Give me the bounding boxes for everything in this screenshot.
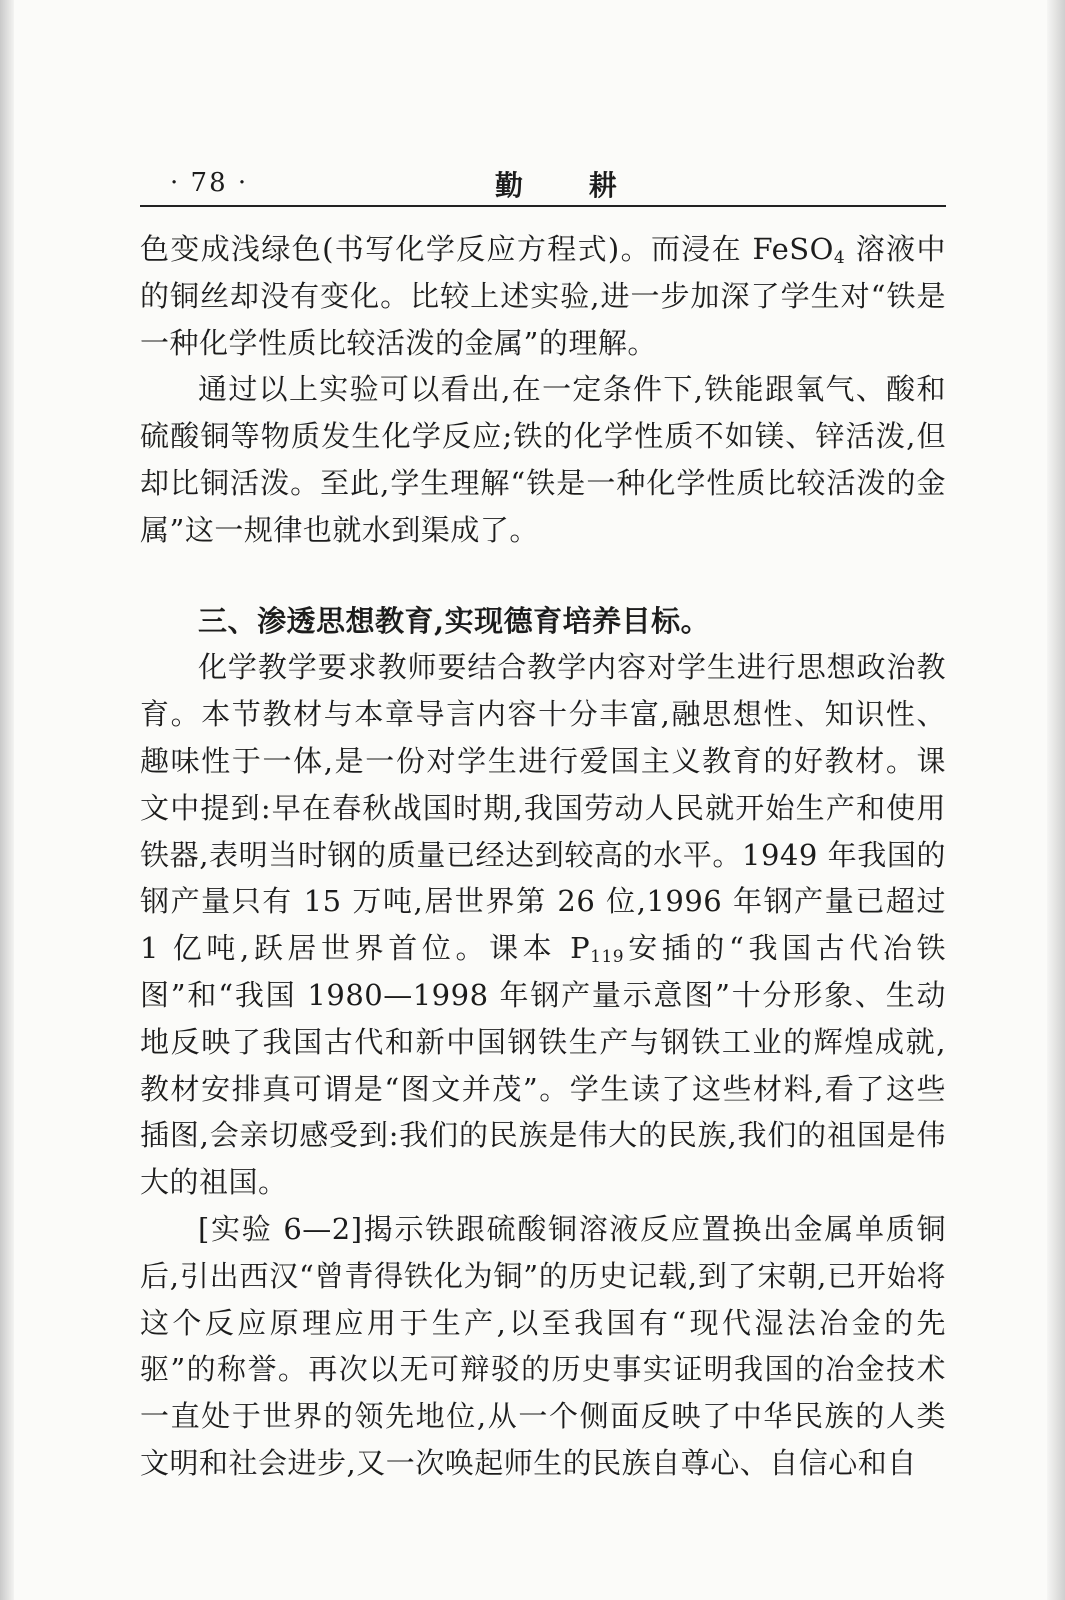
paragraph-4: [实验 6—2]揭示铁跟硫酸铜溶液反应置换出金属单质铜后,引出西汉“曾青得铁化为铜”的历史记载,到了宋朝,已开始将这个反应原理应用于生产,以至我国有“现代湿法冶金的先驱”的称誉。再次以无可辩驳的历史事实证明我国的冶金技术一直处于世界的领先地位,从一个侧面反映了中华民族的人类文明和社会进步,又一次唤起师生的民族自尊心、自信心和自 [140,1211,946,1480]
paragraph-3-text-a: 化学教学要求教师要结合教学内容对学生进行思想政治教育。本节教材与本章导言内容十分丰富,融思想性、知识性、趣味性于一体,是一份对学生进行爱国主义教育的好教材。课文中提到:早在春秋战国时期,我国劳动人民就开始生产和使用铁器,表明当时钢的质量已经达到较高的水平。1949 年我国的钢产量只有 15 万吨,居世界第 26 位,1996 年钢产量已超过 1 亿吨,跃居世界首位。课本 P [140,650,946,966]
scan-shadow-left [0,0,14,1600]
body-text [140,226,946,1487]
section-heading: 三、渗透思想教育,实现德育培养目标。 [198,603,711,638]
feso4-subscript: 4 [833,248,846,268]
paragraph-3-text-b: 安插的“我国古代冶铁图”和“我国 1980—1998 年钢产量示意图”十分形象、生动地反映了我国古代和新中国钢铁生产与钢铁工业的辉煌成就,教材安排真可谓是“图文并茂”。学生读了这些材料,看了这些插图,会亲切感受到:我们的民族是伟大的民族,我们的祖国是伟大的祖国。 [140,931,947,1200]
page-header [140,160,946,204]
paragraph-1-text-b: 溶液中的铜丝却没有变化。比较上述实验,进一步加深了学生对“铁是一种化学性质比较活泼的金属”的理解。 [140,232,947,360]
page-ref-subscript: 119 [590,947,625,968]
scan-shadow-right [1047,0,1065,1600]
paragraph-1 [140,226,946,366]
page-number: · 78 · [170,168,249,198]
header-rule [140,205,946,207]
paragraph-3 [140,644,946,1206]
running-title: 勤 耕 [495,169,645,202]
paragraph-2: 通过以上实验可以看出,在一定条件下,铁能跟氧气、酸和硫酸铜等物质发生化学反应;铁的化学性质不如镁、锌活泼,但却比铜活泼。至此,学生理解“铁是一种化学性质比较活泼的金属”这一规律也就水到渠成了。 [140,372,946,547]
paragraph-1-text-a: 色变成浅绿色(书写化学反应方程式)。而浸在 FeSO [140,232,834,266]
